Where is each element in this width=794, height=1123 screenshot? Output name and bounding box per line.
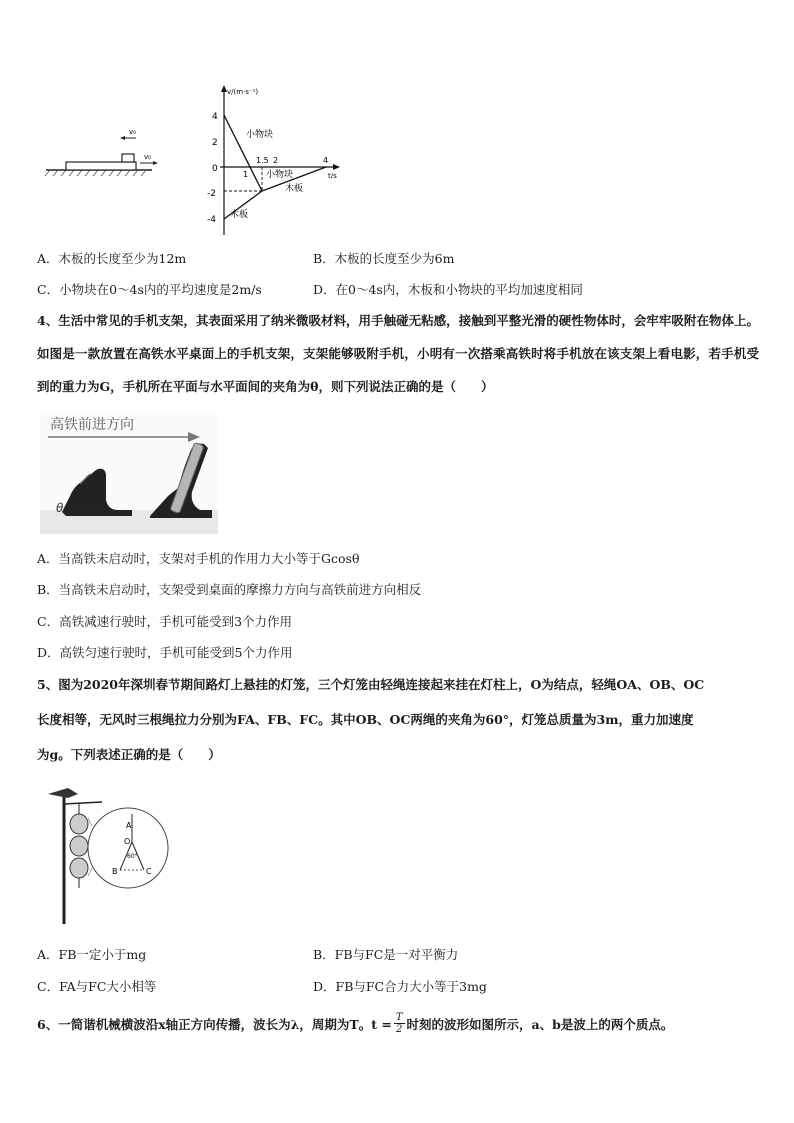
graph-y-axis-label: v/(m·s⁻¹)	[227, 88, 259, 96]
label-board-lower: 木板	[230, 210, 249, 220]
q4-option-b: B．当高铁未启动时，支架受到桌面的摩擦力方向与高铁前进方向相反	[37, 582, 422, 597]
q3-option-c: C．小物块在0～4s内的平均速度是2m/s	[37, 282, 262, 297]
q3-option-a: A．木板的长度至少为12m	[37, 251, 187, 266]
x-tick-1-5: 1.5	[256, 156, 269, 165]
q6-stem-part-1: 6、一简谐机械横波沿x轴正方向传播，波长为λ，周期为T。t =	[37, 1016, 392, 1032]
x-tick-2: 2	[273, 156, 279, 165]
q3-option-d: D．在0～4s内，木板和小物块的平均加速度相同	[313, 282, 583, 297]
q3-option-b: B．木板的长度至少为6m	[313, 251, 455, 266]
q4-stem: 4、生活中常见的手机支架，其表面采用了纳米微吸材料，用手触碰无粘感，接触到平整光滑的硬性物体时，会牢牢吸附在物体上。如图是一款放置在高铁水平桌面上的手机支架，支架能够吸附手机，小明有一次搭乘高铁时将手机放在该支架上看电影，若手机受到的重力为G，手机所在平面与水平面间的夹角为θ，则下列说法正确的是（ ）	[37, 313, 759, 394]
y-tick-neg4: -4	[207, 215, 216, 225]
label-board-middle: 木板	[285, 184, 304, 194]
y-tick-0: 0	[212, 164, 218, 174]
q5-option-b: B．FB与FC是一对平衡力	[313, 947, 459, 962]
q5-option-c: C．FA与FC大小相等	[37, 979, 157, 994]
velocity-time-graph	[200, 85, 350, 240]
q5-stem-line-2: 长度相等，无风时三根绳拉力分别为FA、FB、FC。其中OB、OC两绳的夹角为60°，灯笼总质量为3m，重力加速度	[37, 712, 694, 727]
point-b-label: B	[112, 867, 118, 876]
q4-option-a: A．当高铁未启动时，支架对手机的作用力大小等于Gcosθ	[37, 551, 360, 566]
lantern-figure	[42, 786, 172, 926]
x-tick-4: 4	[323, 156, 329, 165]
q4-option-c: C．高铁减速行驶时，手机可能受到3个力作用	[37, 614, 293, 629]
q6-fraction-numerator: T	[395, 1012, 403, 1023]
y-tick-4: 4	[212, 112, 218, 122]
q6-fraction	[394, 1012, 405, 1035]
q5-option-d: D．FB与FC合力大小等于3mg	[313, 979, 487, 994]
q4-option-d: D．高铁匀速行驶时，手机可能受到5个力作用	[37, 645, 293, 660]
v0-right-label: v₀	[144, 153, 151, 161]
label-block-middle: 小物块	[266, 170, 294, 180]
y-tick-neg2: -2	[207, 189, 216, 199]
q6-stem	[37, 1012, 673, 1035]
x-tick-1: 1	[243, 170, 249, 179]
angle-60-label: 60°	[127, 853, 138, 860]
y-tick-2: 2	[212, 138, 218, 148]
q6-stem-part-2: 时刻的波形如图所示，a、b是波上的两个质点。	[406, 1016, 674, 1032]
angle-theta-label: θ	[56, 501, 64, 515]
q5-option-a: A．FB一定小于mg	[37, 947, 147, 962]
q6-fraction-denominator: 2	[395, 1024, 403, 1035]
point-a-label: A	[126, 821, 132, 830]
v0-left-label: v₀	[129, 128, 136, 136]
label-block-upper: 小物块	[246, 130, 274, 140]
graph-x-axis-label: t/s	[328, 172, 337, 180]
point-o-label: O	[124, 837, 131, 846]
q5-stem-line-3: 为g。下列表述正确的是（ ）	[37, 747, 221, 762]
phone-stand-figure	[40, 412, 218, 534]
point-c-label: C	[146, 867, 152, 876]
board-block-figure	[40, 125, 170, 185]
q5-stem-line-1: 5、图为2020年深圳春节期间路灯上悬挂的灯笼，三个灯笼由轻绳连接起来挂在灯柱上，O为结点，轻绳OA、OB、OC	[37, 677, 705, 692]
forward-direction-banner: 高铁前进方向	[50, 417, 134, 433]
